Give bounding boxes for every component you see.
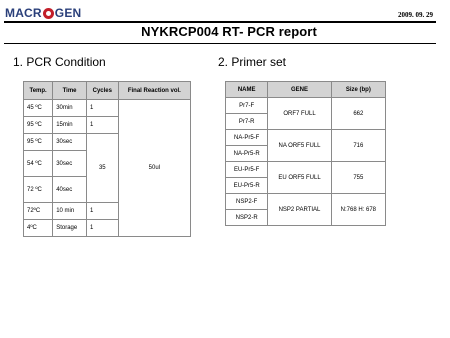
merged-cycles-cell: 35	[86, 134, 118, 203]
company-logo	[5, 5, 81, 21]
primer-name-cell: EU-Pr5-F	[226, 162, 268, 178]
final-volume-cell: 50ul	[118, 100, 190, 237]
primer-name-cell: EU-Pr5-R	[226, 178, 268, 194]
cycles-cell: 1	[86, 100, 118, 117]
header-divider	[4, 21, 436, 23]
table-row	[226, 194, 386, 210]
primer-name-cell: NSP2-F	[226, 194, 268, 210]
pcr-condition-heading: 1. PCR Condition	[13, 55, 106, 69]
time-cell: Storage	[53, 220, 87, 237]
time-cell: 10 min	[53, 203, 87, 220]
size-cell: 716	[331, 130, 385, 162]
primer-name-cell: NA-Pr5-F	[226, 130, 268, 146]
temp-cell: 54 ºC	[24, 151, 53, 177]
logo-text-part1: MACR	[5, 6, 42, 20]
column-header-time: Time	[53, 82, 87, 100]
time-cell: 15min	[53, 117, 87, 134]
gene-cell: NSP2 PARTIAL	[268, 194, 331, 226]
size-cell: 662	[331, 98, 385, 130]
temp-cell: 72ºC	[24, 203, 53, 220]
title-divider	[4, 43, 436, 44]
temp-cell: 95 ºC	[24, 117, 53, 134]
logo-text-part2: GEN	[54, 6, 82, 20]
time-cell: 30sec	[53, 151, 87, 177]
table-row	[24, 100, 191, 117]
table-header-row	[24, 82, 191, 100]
logo-circle-mark	[43, 8, 54, 19]
primer-name-cell: Pr7-F	[226, 98, 268, 114]
time-cell: 30min	[53, 100, 87, 117]
time-cell: 40sec	[53, 177, 87, 203]
primer-set-heading: 2. Primer set	[218, 55, 287, 69]
temp-cell: 45 ºC	[24, 100, 53, 117]
size-cell: N:768 H: 678	[331, 194, 385, 226]
column-header-size: Size (bp)	[331, 82, 385, 98]
page-title: NYKRCP004 RT- PCR report	[141, 24, 317, 39]
primer-name-cell: NSP2-R	[226, 210, 268, 226]
cycles-cell: 1	[86, 117, 118, 134]
column-header-final-volume: Final Reaction vol.	[118, 82, 190, 100]
cycles-cell: 1	[86, 203, 118, 220]
gene-cell: NA ORF5 FULL	[268, 130, 331, 162]
column-header-gene: GENE	[268, 82, 331, 98]
size-cell: 755	[331, 162, 385, 194]
temp-cell: 95 ºC	[24, 134, 53, 151]
primer-set-table	[225, 81, 386, 226]
gene-cell: EU ORF5 FULL	[268, 162, 331, 194]
cycles-cell: 1	[86, 220, 118, 237]
primer-name-cell: Pr7-R	[226, 114, 268, 130]
temp-cell: 4ºC	[24, 220, 53, 237]
table-row	[226, 98, 386, 114]
primer-name-cell: NA-Pr5-R	[226, 146, 268, 162]
time-cell: 30sec	[53, 134, 87, 151]
gene-cell: ORF7 FULL	[268, 98, 331, 130]
table-row	[226, 162, 386, 178]
temp-cell: 72 ºC	[24, 177, 53, 203]
table-header-row	[226, 82, 386, 98]
column-header-temp: Temp.	[24, 82, 53, 100]
table-row	[226, 130, 386, 146]
column-header-name: NAME	[226, 82, 268, 98]
report-date: 2009. 09. 29	[398, 11, 433, 19]
column-header-cycles: Cycles	[86, 82, 118, 100]
pcr-condition-table	[23, 81, 191, 237]
